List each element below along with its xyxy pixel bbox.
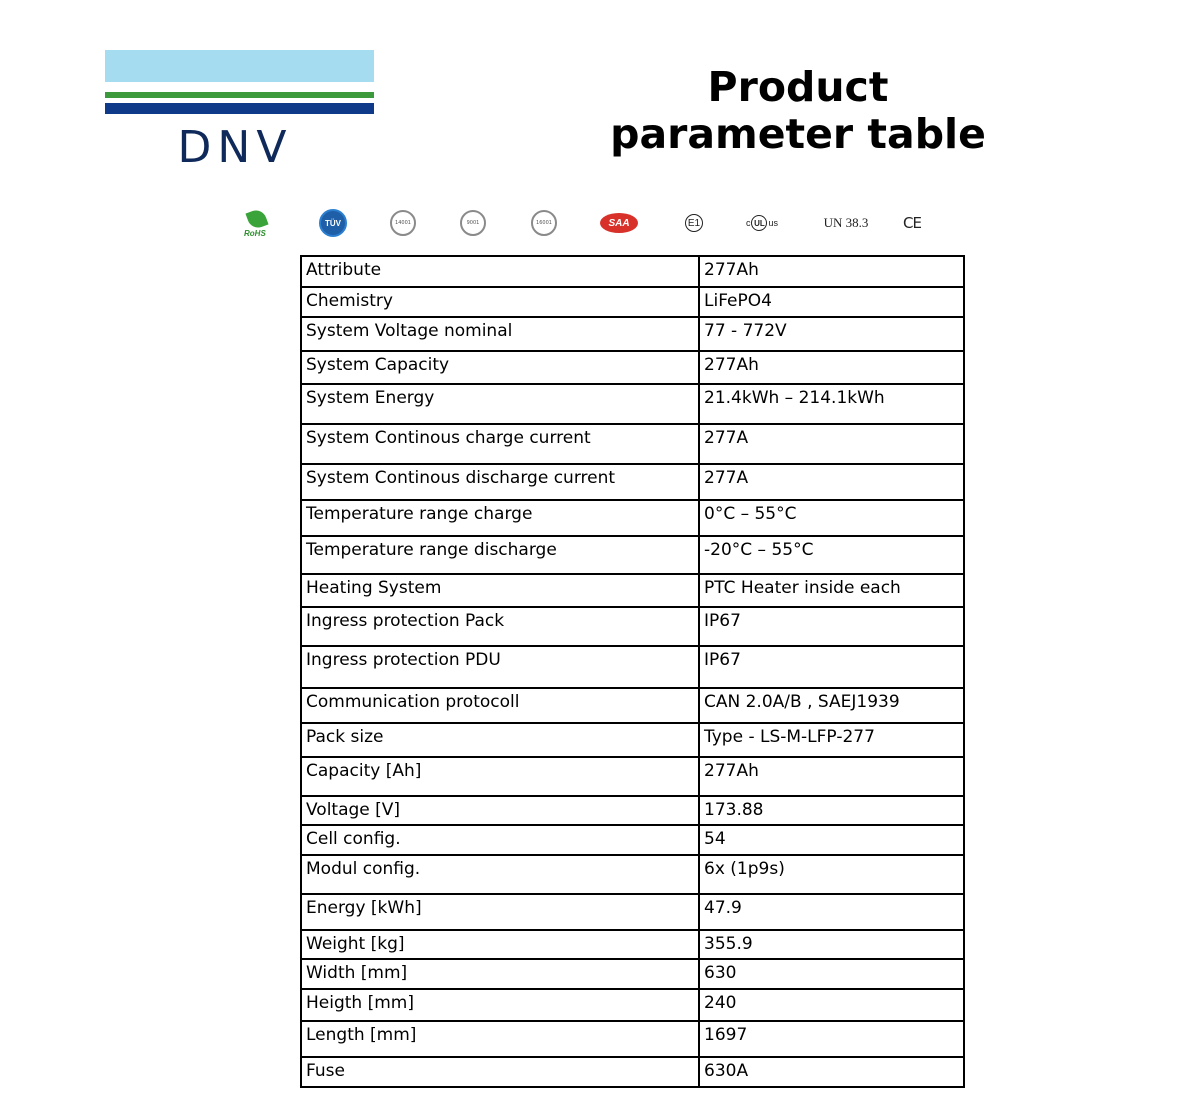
page-title-line-1: Product: [707, 63, 889, 111]
value-cell: 630: [699, 959, 964, 989]
value-cell: 47.9: [699, 894, 964, 930]
value-cell: 6x (1p9s): [699, 855, 964, 894]
value-cell: -20°C – 55°C: [699, 536, 964, 574]
e1-icon: E1: [682, 205, 706, 241]
page-title: [578, 64, 1018, 158]
value-cell: 0°C – 55°C: [699, 500, 964, 536]
table-row: [301, 723, 964, 757]
certification-strip: [238, 205, 938, 241]
attribute-cell: Fuse: [301, 1057, 699, 1087]
value-cell: Type - LS-M-LFP-277: [699, 723, 964, 757]
attribute-cell: Ingress protection Pack: [301, 607, 699, 646]
iso16001-seal-icon: 16001: [527, 205, 561, 241]
table-row: [301, 688, 964, 723]
value-cell: PTC Heater inside each: [699, 574, 964, 607]
ce-icon: CE: [903, 214, 921, 232]
attribute-cell: Attribute: [301, 256, 699, 287]
un383-icon: UN 38.3: [823, 215, 869, 230]
table-row: [301, 796, 964, 825]
page-title-line-2: parameter table: [610, 110, 986, 158]
iso9001-seal-icon: 9001: [456, 205, 490, 241]
table-row: [301, 989, 964, 1021]
value-cell: 277A: [699, 464, 964, 500]
attribute-cell: Modul config.: [301, 855, 699, 894]
iso14001-seal-icon: 14001: [386, 205, 420, 241]
table-row: [301, 464, 964, 500]
table-row: [301, 825, 964, 855]
value-cell: 277Ah: [699, 351, 964, 384]
table-row: [301, 256, 964, 287]
table-row: [301, 894, 964, 930]
attribute-cell: Cell config.: [301, 825, 699, 855]
saa-icon: SAA: [598, 205, 640, 241]
value-cell: IP67: [699, 646, 964, 688]
value-cell: 630A: [699, 1057, 964, 1087]
table-row: [301, 287, 964, 317]
value-cell: 21.4kWh – 214.1kWh: [699, 384, 964, 424]
attribute-cell: System Continous discharge current: [301, 464, 699, 500]
table-row: [301, 757, 964, 796]
table-row: [301, 646, 964, 688]
table-row: [301, 317, 964, 351]
attribute-cell: Heigth [mm]: [301, 989, 699, 1021]
attribute-cell: System Capacity: [301, 351, 699, 384]
attribute-cell: Communication protocoll: [301, 688, 699, 723]
value-cell: 1697: [699, 1021, 964, 1057]
table-row: [301, 607, 964, 646]
value-cell: 355.9: [699, 930, 964, 959]
value-cell: CAN 2.0A/B , SAEJ1939: [699, 688, 964, 723]
table-row: [301, 1057, 964, 1087]
value-cell: LiFePO4: [699, 287, 964, 317]
logo-green-stripe: [105, 92, 374, 98]
table-row: [301, 424, 964, 464]
attribute-cell: Capacity [Ah]: [301, 757, 699, 796]
rohs-icon: RoHS: [240, 205, 274, 241]
table-row: [301, 536, 964, 574]
table-row: [301, 351, 964, 384]
attribute-cell: System Energy: [301, 384, 699, 424]
table-row: [301, 855, 964, 894]
logo-blue-stripe: [105, 103, 374, 114]
attribute-cell: Pack size: [301, 723, 699, 757]
logo-sky-band: [105, 50, 374, 82]
value-cell: 54: [699, 825, 964, 855]
table-row: [301, 930, 964, 959]
table-row: [301, 1021, 964, 1057]
ul-icon: c UL us: [742, 205, 782, 241]
attribute-cell: Temperature range charge: [301, 500, 699, 536]
dnv-logo: [105, 50, 375, 173]
attribute-cell: Ingress protection PDU: [301, 646, 699, 688]
attribute-cell: Heating System: [301, 574, 699, 607]
value-cell: 240: [699, 989, 964, 1021]
table-row: [301, 500, 964, 536]
attribute-cell: Temperature range discharge: [301, 536, 699, 574]
parameter-table-body: [301, 256, 964, 1087]
attribute-cell: Energy [kWh]: [301, 894, 699, 930]
logo-wordmark: DNV: [177, 122, 293, 173]
tuv-icon: TÜV: [316, 205, 350, 241]
attribute-cell: System Voltage nominal: [301, 317, 699, 351]
attribute-cell: System Continous charge current: [301, 424, 699, 464]
parameter-table: [300, 255, 965, 1088]
table-row: [301, 959, 964, 989]
attribute-cell: Length [mm]: [301, 1021, 699, 1057]
value-cell: 77 - 772V: [699, 317, 964, 351]
value-cell: 173.88: [699, 796, 964, 825]
table-row: [301, 574, 964, 607]
value-cell: 277Ah: [699, 256, 964, 287]
table-row: [301, 384, 964, 424]
attribute-cell: Width [mm]: [301, 959, 699, 989]
attribute-cell: Voltage [V]: [301, 796, 699, 825]
value-cell: IP67: [699, 607, 964, 646]
value-cell: 277A: [699, 424, 964, 464]
value-cell: 277Ah: [699, 757, 964, 796]
attribute-cell: Weight [kg]: [301, 930, 699, 959]
attribute-cell: Chemistry: [301, 287, 699, 317]
